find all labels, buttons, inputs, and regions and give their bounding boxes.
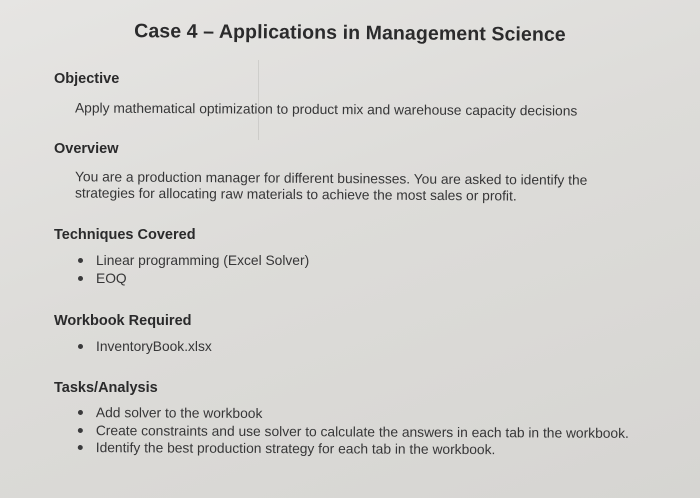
bullet-icon [78, 445, 83, 450]
list-item-text: Add solver to the workbook [95, 405, 263, 421]
workbook-list [76, 338, 212, 356]
list-item [76, 270, 309, 288]
bullet-icon [78, 344, 83, 349]
tasks-list [76, 404, 629, 459]
bullet-icon [78, 428, 83, 433]
objective-heading: Objective [54, 71, 120, 87]
list-item-text: Identify the best production strategy for each tab in the workbook. [95, 440, 496, 458]
overview-line-2: strategies for allocating raw materials to achieve the most sales or profit. [74, 185, 517, 204]
paper-crease [258, 60, 259, 140]
bullet-icon [78, 276, 83, 281]
list-item-text: Create constraints and use solver to calculate the answers in each tab in the workbook. [95, 422, 629, 441]
page-title: Case 4 – Applications in Management Science [134, 20, 566, 46]
tasks-heading: Tasks/Analysis [54, 380, 158, 396]
techniques-list [76, 252, 309, 287]
overview-heading: Overview [54, 141, 119, 157]
workbook-heading: Workbook Required [54, 313, 192, 329]
list-item [76, 439, 629, 459]
bullet-icon [78, 410, 83, 415]
list-item-text: EOQ [96, 270, 127, 286]
list-item [76, 338, 212, 356]
techniques-heading: Techniques Covered [54, 227, 196, 243]
list-item-text: InventoryBook.xlsx [96, 339, 212, 354]
bullet-icon [78, 258, 83, 263]
objective-text: Apply mathematical optimization to product mix and warehouse capacity decisions [74, 100, 578, 119]
list-item-text: Linear programming (Excel Solver) [96, 253, 310, 268]
list-item [76, 252, 309, 270]
overview-line-1: You are a production manager for different businesses. You are asked to identify the [74, 169, 588, 188]
